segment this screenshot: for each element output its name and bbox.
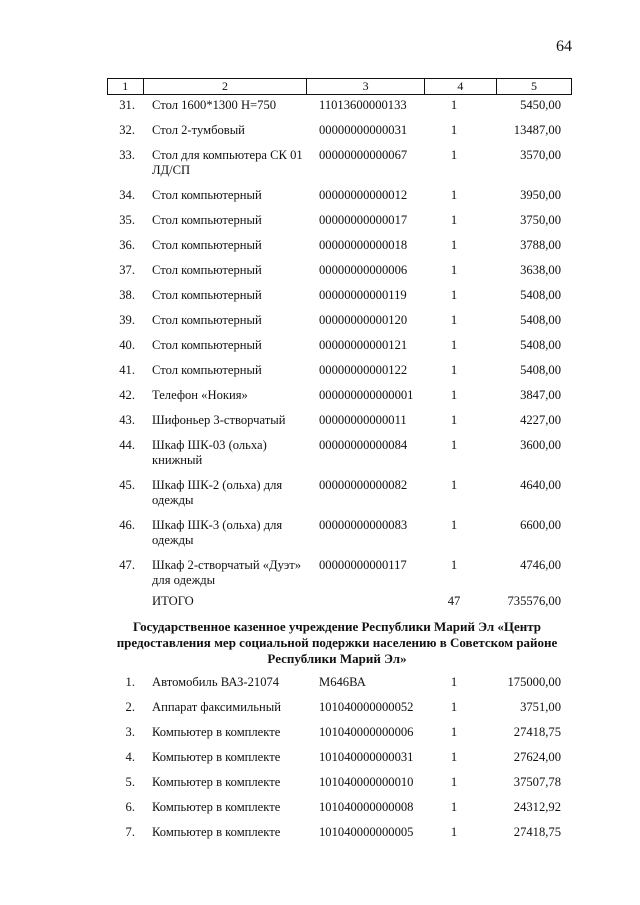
header-col-5: 5 (496, 79, 571, 95)
amount: 37507,78 (513, 775, 561, 789)
quantity: 1 (450, 288, 458, 302)
item-name: Стол компьютерный (152, 288, 262, 302)
quantity: 1 (450, 478, 458, 492)
amount: 5408,00 (520, 363, 561, 377)
item-name: Компьютер в комплекте (152, 825, 281, 839)
amount: 3751,00 (520, 700, 561, 714)
amount: 27418,75 (513, 825, 561, 839)
quantity: 1 (450, 123, 458, 137)
quantity: 1 (450, 558, 458, 572)
header-col-4: 4 (424, 79, 496, 95)
item-name: Шкаф ШК-3 (ольха) для одежды (152, 518, 283, 547)
row-number: 38. (119, 288, 135, 302)
inventory-number: 101040000000010 (319, 775, 414, 789)
amount: 4746,00 (520, 558, 561, 572)
row-number: 33. (119, 148, 135, 162)
amount: 3847,00 (520, 388, 561, 402)
inventory-number: 00000000000082 (319, 478, 408, 492)
inventory-number: 101040000000006 (319, 725, 414, 739)
inventory-number: 00000000000011 (319, 413, 407, 427)
quantity: 1 (450, 725, 458, 739)
amount: 13487,00 (513, 123, 561, 137)
item-name: Стол для компьютера СК 01 ЛД/СП (152, 148, 303, 177)
row-number: 45. (119, 478, 135, 492)
inventory-number: М646ВА (319, 675, 366, 689)
item-name: Стол компьютерный (152, 363, 262, 377)
quantity: 1 (450, 363, 458, 377)
amount: 5408,00 (520, 288, 561, 302)
inventory-number: 00000000000067 (319, 148, 408, 162)
inventory-number: 101040000000031 (319, 750, 414, 764)
item-name: Компьютер в комплекте (152, 775, 281, 789)
amount: 24312,92 (513, 800, 561, 814)
quantity: 1 (450, 313, 458, 327)
amount: 5408,00 (520, 313, 561, 327)
header-col-1: 1 (108, 79, 144, 95)
item-name: Стол компьютерный (152, 313, 262, 327)
inventory-number: 11013600000133 (319, 98, 407, 112)
inventory-number: 00000000000031 (319, 123, 408, 137)
item-name: Шифоньер 3-створчатый (152, 413, 286, 427)
quantity: 1 (450, 775, 458, 789)
row-number: 1. (125, 675, 135, 689)
amount: 5408,00 (520, 338, 561, 352)
row-number: 36. (119, 238, 135, 252)
item-name: Стол компьютерный (152, 263, 262, 277)
inventory-number: 00000000000084 (319, 438, 408, 452)
quantity: 1 (450, 750, 458, 764)
inventory-number: 000000000000001 (319, 388, 414, 402)
row-number: 2. (125, 700, 135, 714)
quantity: 1 (450, 800, 458, 814)
amount: 3750,00 (520, 213, 561, 227)
amount: 3638,00 (520, 263, 561, 277)
row-number: 43. (119, 413, 135, 427)
inventory-number: 101040000000052 (319, 700, 414, 714)
item-name: Стол 1600*1300 Н=750 (152, 98, 277, 112)
quantity: 1 (450, 675, 458, 689)
amount: 4640,00 (520, 478, 561, 492)
amount: 3788,00 (520, 238, 561, 252)
amount: 175000,00 (507, 675, 561, 689)
amount: 27418,75 (513, 725, 561, 739)
quantity: 1 (450, 213, 458, 227)
item-name: Шкаф 2-створчатый «Дуэт» для одежды (152, 558, 302, 587)
inventory-number: 00000000000017 (319, 213, 408, 227)
inventory-number: 00000000000121 (319, 338, 408, 352)
item-name: Стол компьютерный (152, 338, 262, 352)
inventory-number: 00000000000012 (319, 188, 408, 202)
row-number: 41. (119, 363, 135, 377)
item-name: Стол компьютерный (152, 213, 262, 227)
row-number: 7. (125, 825, 135, 839)
row-number: 42. (119, 388, 135, 402)
page-number: 64 (556, 38, 572, 55)
quantity: 1 (450, 700, 458, 714)
item-name: Аппарат факсимильный (152, 700, 281, 714)
row-number: 34. (119, 188, 135, 202)
inventory-number: 00000000000117 (319, 558, 407, 572)
item-name: Компьютер в комплекте (152, 750, 281, 764)
inventory-number: 00000000000119 (319, 288, 407, 302)
total-label: ИТОГО (152, 594, 194, 608)
inventory-number: 00000000000122 (319, 363, 408, 377)
amount: 5450,00 (520, 98, 561, 112)
row-number: 37. (119, 263, 135, 277)
quantity: 1 (450, 825, 458, 839)
row-number: 32. (119, 123, 135, 137)
total-amount: 735576,00 (507, 594, 561, 608)
amount: 3950,00 (520, 188, 561, 202)
row-number: 3. (125, 725, 135, 739)
row-number: 46. (119, 518, 135, 532)
row-number: 4. (125, 750, 135, 764)
quantity: 1 (450, 388, 458, 402)
row-number: 35. (119, 213, 135, 227)
item-name: Стол компьютерный (152, 188, 262, 202)
amount: 6600,00 (520, 518, 561, 532)
quantity: 1 (450, 98, 458, 112)
item-name: Стол 2-тумбовый (152, 123, 245, 137)
quantity: 1 (450, 148, 458, 162)
inventory-number: 101040000000005 (319, 825, 414, 839)
amount: 27624,00 (513, 750, 561, 764)
inventory-number: 00000000000018 (319, 238, 408, 252)
quantity: 1 (450, 263, 458, 277)
amount: 3570,00 (520, 148, 561, 162)
item-name: Компьютер в комплекте (152, 800, 281, 814)
inventory-number: 00000000000083 (319, 518, 408, 532)
quantity: 1 (450, 238, 458, 252)
row-number: 40. (119, 338, 135, 352)
item-name: Автомобиль ВАЗ-21074 (152, 675, 280, 689)
inventory-number: 00000000000120 (319, 313, 408, 327)
total-quantity: 47 (447, 594, 461, 608)
item-name: Компьютер в комплекте (152, 725, 281, 739)
section-title: Государственное казенное учреждение Республики Марий Эл «Центр предоставления мер социальной подержки населению в Советском районе Республики Марий Эл» (116, 619, 558, 666)
quantity: 1 (450, 413, 458, 427)
inventory-number: 00000000000006 (319, 263, 408, 277)
row-number: 39. (119, 313, 135, 327)
quantity: 1 (450, 338, 458, 352)
quantity: 1 (450, 518, 458, 532)
amount: 3600,00 (520, 438, 561, 452)
row-number: 5. (125, 775, 135, 789)
item-name: Шкаф ШК-03 (ольха) книжный (152, 438, 267, 467)
row-number: 31. (119, 98, 135, 112)
quantity: 1 (450, 438, 458, 452)
quantity: 1 (450, 188, 458, 202)
item-name: Стол компьютерный (152, 238, 262, 252)
row-number: 44. (119, 438, 135, 452)
item-name: Телефон «Нокия» (152, 388, 248, 402)
header-col-2: 2 (143, 79, 307, 95)
table-header (107, 78, 572, 95)
header-col-3: 3 (307, 79, 424, 95)
amount: 4227,00 (520, 413, 561, 427)
item-name: Шкаф ШК-2 (ольха) для одежды (152, 478, 283, 507)
inventory-number: 101040000000008 (319, 800, 414, 814)
row-number: 6. (125, 800, 135, 814)
row-number: 47. (119, 558, 135, 572)
